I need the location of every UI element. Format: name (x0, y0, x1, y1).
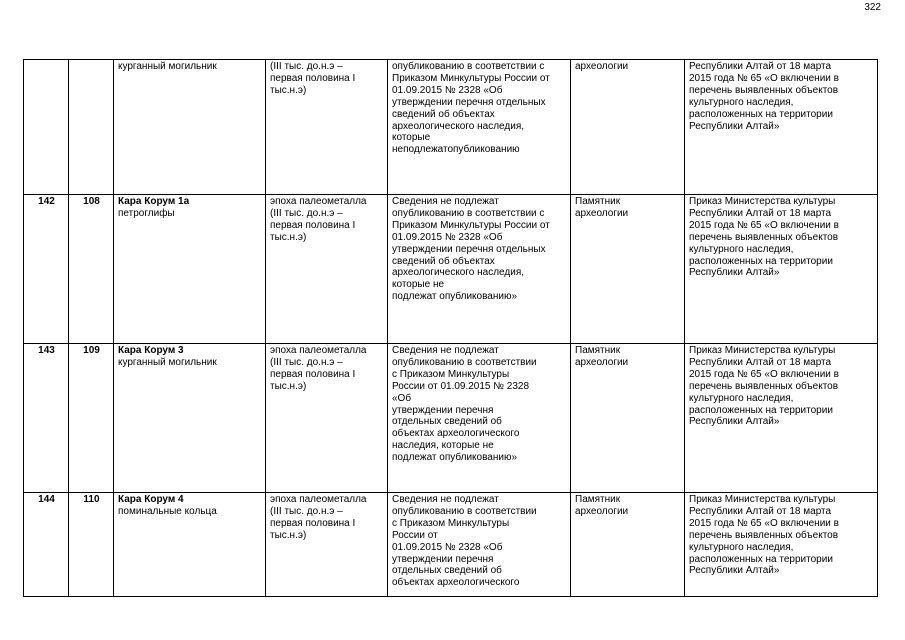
object-type: петроглифы (118, 207, 175, 219)
document-cell: Приказ Министерства культуры Республики Алтай от 18 марта 2015 года № 65 «О включении в перечень выявленных объектов культурного наследия, расположенных на территории Республики Алтай» (685, 493, 878, 597)
document-cell: Республики Алтай от 18 марта 2015 года № 65 «О включении в перечень выявленных объектов культурного наследия, расположенных на территории Республики Алтай» (685, 60, 878, 195)
dating-cell: (III тыс. до.н.э – первая половина I тыс.н.э) (266, 60, 388, 195)
location-cell: Сведения не подлежат опубликованию в соответствии с Приказом Минкультуры России от 01.09.2015 № 2328 «Об утверждении перечня отдельных сведений об объектах археологического наследия, которые не подлежат опубликованию» (388, 195, 571, 344)
object-number-cell: 110 (69, 493, 114, 597)
object-name-cell (114, 195, 266, 344)
object-number-cell: 108 (69, 195, 114, 344)
object-number-cell: 109 (69, 344, 114, 493)
location-cell: опубликованию в соответствии с Приказом Минкультуры России от 01.09.2015 № 2328 «Об утверждении перечня отдельных сведений об объектах археологического наследия, которые неподлежатопубликованию (388, 60, 571, 195)
dating-cell: эпоха палеометалла (III тыс. до.н.э – первая половина I тыс.н.э) (266, 493, 388, 597)
object-name-cell (114, 344, 266, 493)
dating-cell: эпоха палеометалла (III тыс. до.н.э – первая половина I тыс.н.э) (266, 195, 388, 344)
registry-number-cell: 144 (24, 493, 69, 597)
object-name-cell (114, 493, 266, 597)
table-row (24, 344, 878, 493)
category-cell: Памятник археологии (571, 344, 685, 493)
document-cell: Приказ Министерства культуры Республики Алтай от 18 марта 2015 года № 65 «О включении в перечень выявленных объектов культурного наследия, расположенных на территории Республики Алтай» (685, 344, 878, 493)
registry-number-cell: 142 (24, 195, 69, 344)
page-number: 322 (864, 2, 881, 13)
location-cell: Сведения не подлежат опубликованию в соответствии с Приказом Минкультуры России от 01.09.2015 № 2328 «Об утверждении перечня отдельных сведений об объектах археологического (388, 493, 571, 597)
category-cell: археологии (571, 60, 685, 195)
heritage-registry-table (23, 59, 878, 597)
object-type: курганный могильник (118, 356, 217, 368)
registry-number-cell (24, 60, 69, 195)
table-row (24, 60, 878, 195)
object-name: Кара Корум 3 (118, 345, 184, 356)
object-name: Кара Корум 1а (118, 196, 190, 207)
object-number-cell (69, 60, 114, 195)
category-cell: Памятник археологии (571, 195, 685, 344)
table-row (24, 493, 878, 597)
document-cell: Приказ Министерства культуры Республики Алтай от 18 марта 2015 года № 65 «О включении в перечень выявленных объектов культурного наследия, расположенных на территории Республики Алтай» (685, 195, 878, 344)
object-name-cell (114, 60, 266, 195)
category-cell: Памятник археологии (571, 493, 685, 597)
location-cell: Сведения не подлежат опубликованию в соответствии с Приказом Минкультуры России от 01.09.2015 № 2328 «Об утверждении перечня отдельных сведений об объектах археологического наследия, которые не подлежат опубликованию» (388, 344, 571, 493)
object-type: поминальные кольца (118, 505, 217, 517)
dating-cell: эпоха палеометалла (III тыс. до.н.э – первая половина I тыс.н.э) (266, 344, 388, 493)
registry-number-cell: 143 (24, 344, 69, 493)
object-name: Кара Корум 4 (118, 494, 184, 505)
object-type: курганный могильник (118, 61, 217, 72)
table-row (24, 195, 878, 344)
